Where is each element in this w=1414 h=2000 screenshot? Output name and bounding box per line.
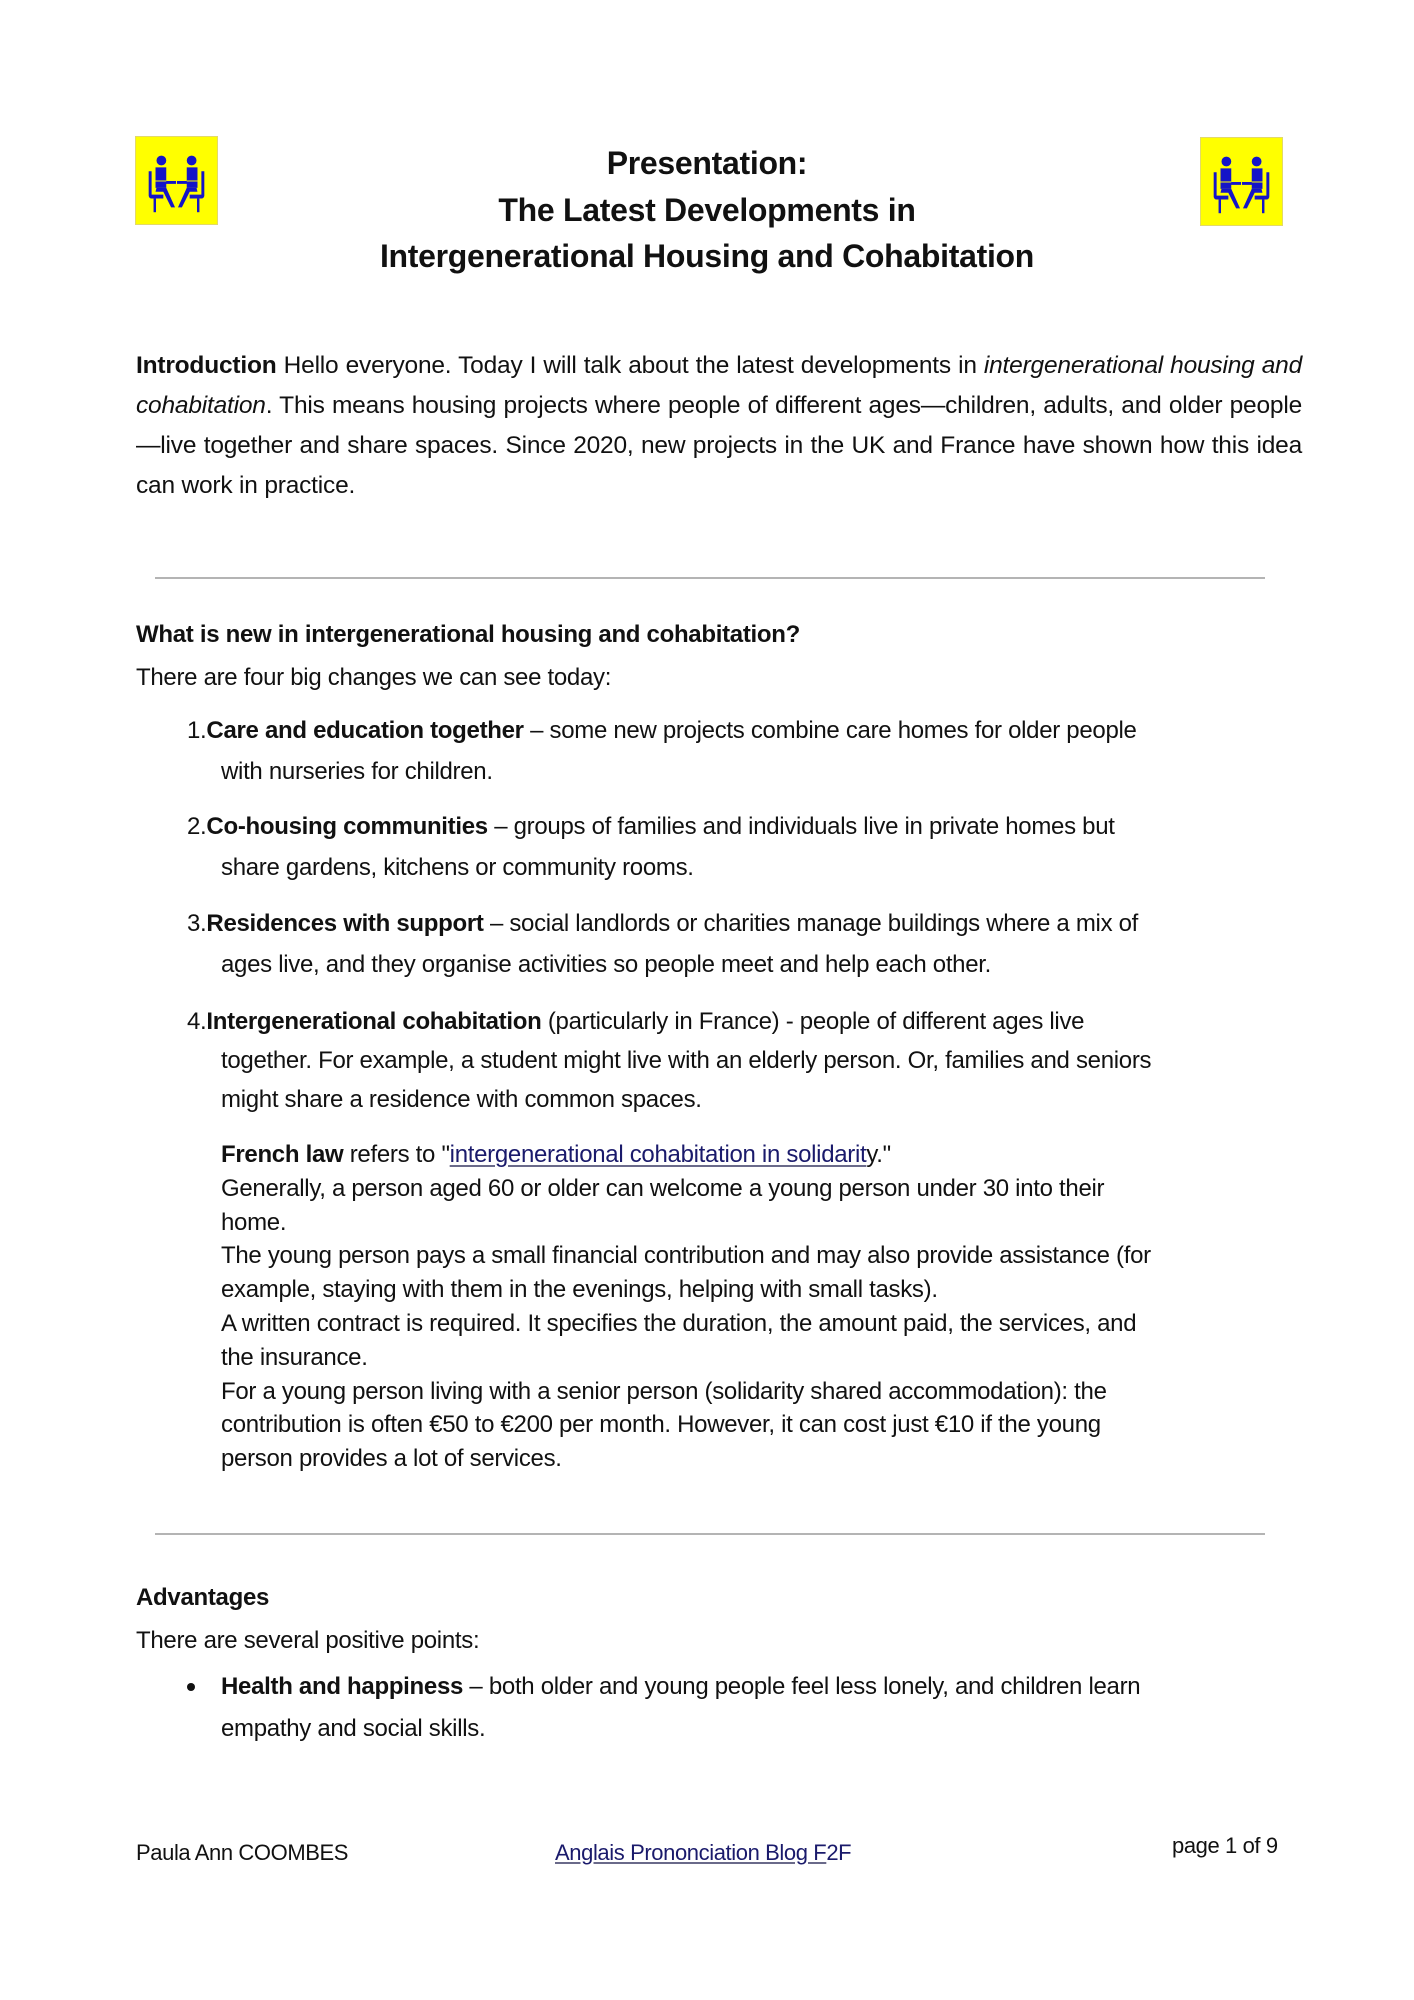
- item-continuation: share gardens, kitchens or community rooms.: [221, 854, 694, 881]
- footer-blog-link[interactable]: Anglais Prononciation Blog F: [555, 1840, 827, 1865]
- section-heading-whats-new: What is new in intergenerational housing and cohabitation?: [136, 621, 800, 648]
- item-title: Residences with support: [206, 910, 484, 937]
- page-title: [0, 140, 1414, 280]
- title-line-3: Intergenerational Housing and Cohabitation: [379, 238, 1035, 274]
- bullet-list-item: [187, 1666, 1287, 1750]
- item-continuation: with nurseries for children.: [221, 758, 493, 785]
- item-number: 2.: [187, 813, 207, 840]
- french-law-line: contribution is often €50 to €200 per month. However, it can cost just €10 if the young: [221, 1411, 1101, 1439]
- section-lead-whats-new: There are four big changes we can see today:: [136, 664, 612, 691]
- title-line-1: Presentation:: [606, 145, 808, 181]
- french-law-line: person provides a lot of services.: [221, 1445, 562, 1473]
- item-continuation: ages live, and they organise activities so people meet and help each other.: [221, 951, 992, 978]
- french-law-label: French law: [221, 1141, 344, 1168]
- item-text: – social landlords or charities manage buildings where a mix of: [483, 910, 1139, 937]
- item-number: 4.: [187, 1008, 207, 1035]
- french-law-line: Generally, a person aged 60 or older can welcome a young person under 30 into their: [221, 1174, 1105, 1202]
- item-text: – groups of families and individuals live in private homes but: [487, 813, 1115, 840]
- intro-text-b: . This means housing projects where people of different ages—children, adults, and older people—live together and share spaces. Since 2020, new projects in the UK and France have shown how this idea can work in practice.: [136, 392, 1302, 499]
- french-law-line: A written contract is required. It specifies the duration, the amount paid, the services, and: [221, 1309, 1137, 1337]
- numbered-list-item: [187, 710, 1287, 792]
- section-heading-advantages: Advantages: [136, 1584, 270, 1611]
- item-text: – both older and young people feel less lonely, and children learn: [463, 1673, 1141, 1700]
- item-continuation: might share a residence with common spaces.: [221, 1086, 702, 1113]
- french-law-line: For a young person living with a senior person (solidarity shared accommodation): the: [221, 1377, 1107, 1405]
- french-law-refers: refers to ": [343, 1141, 450, 1168]
- bullet-icon: [187, 1683, 195, 1691]
- item-number: 1.: [187, 717, 207, 744]
- french-law-block: [221, 1138, 1301, 1476]
- item-continuation: empathy and social skills.: [221, 1715, 486, 1742]
- item-title: Co-housing communities: [206, 813, 488, 840]
- item-title: Care and education together: [206, 717, 524, 744]
- french-law-line: The young person pays a small financial contribution and may also provide assistance (for: [221, 1242, 1151, 1270]
- item-title: Intergenerational cohabitation: [206, 1008, 542, 1035]
- title-line-2: The Latest Developments in: [498, 191, 916, 228]
- item-text: – some new projects combine care homes for older people: [523, 717, 1137, 744]
- item-continuation: together. For example, a student might live with an elderly person. Or, families and seniors: [221, 1047, 1152, 1074]
- footer-blog-link-tail[interactable]: 2F: [826, 1840, 852, 1865]
- intro-italic: intergenerational housing and cohabitation: [136, 352, 1302, 419]
- footer-blog-link-container: [555, 1839, 851, 1867]
- intro-label: Introduction: [136, 352, 277, 379]
- french-law-line: example, staying with them in the evenings, helping with small tasks).: [221, 1276, 938, 1304]
- item-text: (particularly in France) - people of different ages live: [541, 1008, 1085, 1035]
- french-law-line: the insurance.: [221, 1343, 368, 1371]
- section-divider: [155, 1533, 1265, 1535]
- item-number: 3.: [187, 910, 207, 937]
- french-law-after-link: y.": [866, 1141, 891, 1168]
- page-number: page 1 of 9: [1172, 1833, 1278, 1858]
- numbered-list-item: [187, 806, 1287, 888]
- numbered-list-item: [187, 1002, 1287, 1119]
- section-divider: [155, 577, 1265, 579]
- footer-author: Paula Ann COOMBES: [136, 1840, 349, 1865]
- intro-text-a: Hello everyone. Today I will talk about the latest developments in: [276, 352, 984, 379]
- item-title: Health and happiness: [221, 1673, 464, 1700]
- introduction-paragraph: [136, 346, 1302, 506]
- solidarity-cohabitation-link[interactable]: intergenerational cohabitation in solidarit: [449, 1141, 867, 1168]
- french-law-line: home.: [221, 1208, 287, 1236]
- section-lead-advantages: There are several positive points:: [136, 1627, 480, 1654]
- numbered-list-item: [187, 903, 1287, 985]
